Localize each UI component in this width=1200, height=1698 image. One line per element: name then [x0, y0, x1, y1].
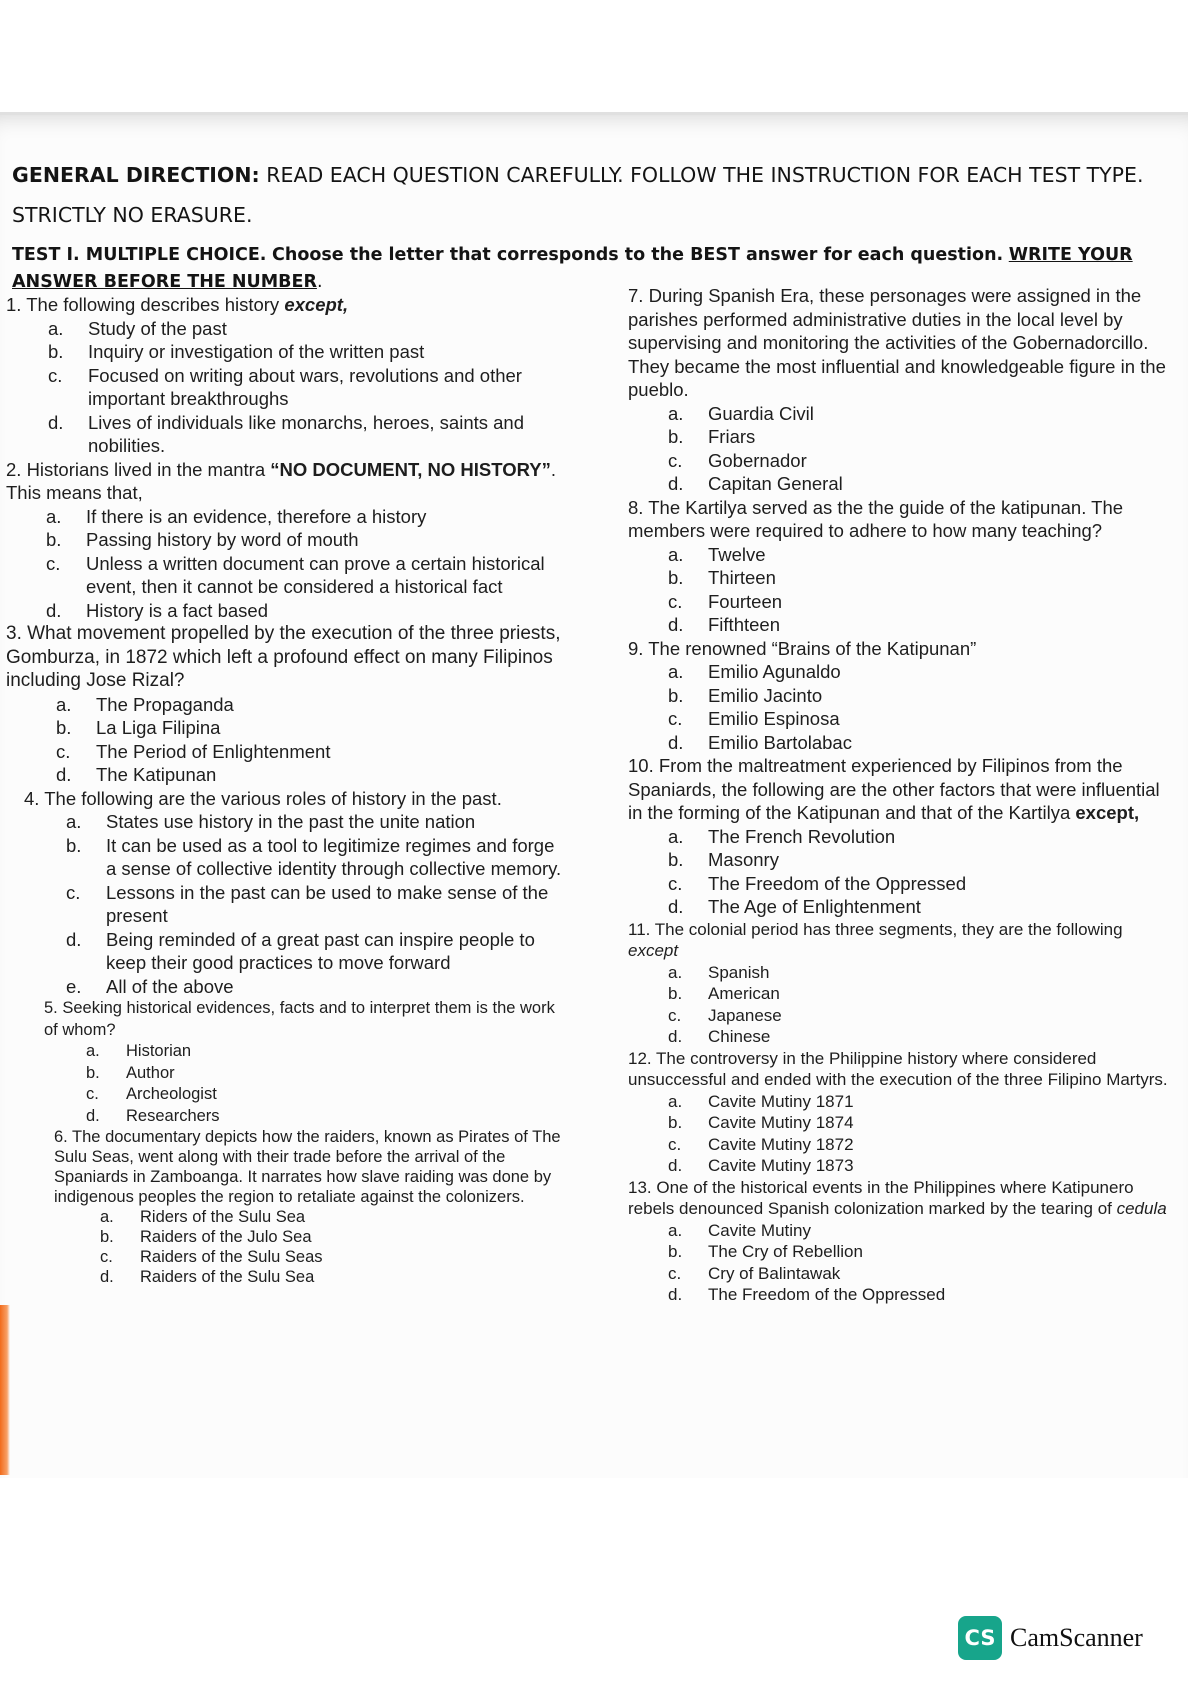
option-text: Masonry — [708, 849, 779, 870]
question-stem — [6, 458, 566, 505]
option-text: Inquiry or investigation of the written past — [88, 341, 425, 362]
option-text: The Cry of Rebellion — [708, 1242, 863, 1261]
option-a — [100, 1207, 566, 1227]
option-a — [46, 505, 566, 529]
option-letter: a. — [668, 962, 683, 982]
option-letter: b. — [66, 834, 82, 856]
option-d — [66, 928, 566, 975]
option-a — [668, 1220, 1168, 1242]
option-text: Researchers — [126, 1106, 220, 1125]
option-letter: a. — [668, 661, 684, 682]
question-2 — [6, 458, 566, 623]
option-list — [24, 810, 566, 998]
question-stem: 8. The Kartilya served as the the guide of the katipunan. The members were required to adhere to how many teaching? — [628, 496, 1124, 541]
page-edge-shadow — [0, 1305, 10, 1475]
option-letter: c. — [668, 1263, 682, 1283]
option-letter: d. — [668, 1027, 683, 1046]
option-letter: c. — [56, 740, 71, 762]
option-list — [54, 1207, 566, 1287]
option-a — [66, 810, 566, 834]
option-letter: e. — [66, 975, 82, 997]
option-text: The Age of Enlightenment — [708, 896, 921, 917]
question-10 — [628, 754, 1168, 919]
question-stem — [628, 754, 1168, 825]
option-letter: d. — [668, 896, 684, 917]
option-letter: d. — [668, 1285, 683, 1304]
option-text: Lessons in the past can be used to make sense of the present — [106, 881, 549, 926]
question-stem: 7. During Spanish Era, these personages were assigned in the parishes performed administrative duties in the local level by supervising and monitoring the activities of the Gobernadorcillo. They became the most influential and knowledgeable figure in the pueblo. — [628, 285, 1166, 400]
option-a — [668, 660, 1168, 684]
option-text: The Freedom of the Oppressed — [708, 872, 967, 894]
option-d — [668, 895, 1168, 919]
option-b — [668, 1112, 1168, 1134]
option-letter: b. — [668, 849, 684, 870]
camscanner-logo-icon: CS — [958, 1616, 1002, 1660]
option-list — [628, 1091, 1168, 1177]
option-letter: d. — [668, 1156, 683, 1175]
option-text: Friars — [708, 426, 756, 447]
test-period: . — [316, 272, 323, 292]
option-d — [48, 411, 566, 458]
option-letter: a. — [86, 1042, 100, 1060]
option-b — [56, 716, 566, 740]
option-letter: a. — [668, 825, 684, 847]
option-text: Passing history by word of mouth — [86, 529, 359, 550]
option-d — [668, 1155, 1168, 1177]
option-letter: b. — [668, 1242, 683, 1261]
option-letter: d. — [66, 928, 82, 950]
option-text: Being reminded of a great past can inspire people to keep their good practices to move forward — [106, 928, 535, 973]
option-a — [86, 1041, 566, 1063]
option-text: Gobernador — [708, 449, 807, 471]
option-d — [46, 599, 566, 623]
option-c — [668, 1134, 1168, 1156]
option-letter: a. — [56, 693, 72, 715]
option-letter: c. — [668, 590, 683, 612]
option-a — [668, 825, 1168, 849]
right-column — [628, 284, 1168, 1306]
option-c — [668, 707, 1168, 731]
option-a — [668, 402, 1168, 426]
option-b — [48, 340, 566, 364]
option-text: All of the above — [106, 975, 234, 997]
option-text: Fifthteen — [708, 614, 780, 635]
question-stem: 5. Seeking historical evidences, facts and to interpret them is the work of whom? — [44, 999, 555, 1039]
option-d — [668, 472, 1168, 496]
question-stem — [628, 1177, 1168, 1220]
option-letter: a. — [668, 543, 684, 565]
option-text: Japanese — [708, 1005, 782, 1025]
option-letter: d. — [668, 614, 684, 635]
option-letter: b. — [48, 341, 64, 362]
option-d — [56, 763, 566, 787]
option-b — [46, 528, 566, 552]
option-a — [56, 693, 566, 717]
option-c — [668, 1005, 1168, 1027]
camscanner-brand: CamScanner — [1010, 1623, 1143, 1652]
option-list — [628, 543, 1168, 637]
question-stem — [628, 919, 1168, 962]
option-text: Archeologist — [126, 1085, 217, 1103]
option-c — [668, 872, 1168, 896]
option-text: Twelve — [708, 543, 766, 565]
stem-emphasis: except, — [1075, 802, 1140, 823]
stem-emphasis: “NO DOCUMENT, NO HISTORY” — [270, 458, 551, 480]
option-text: Raiders of the Sulu Seas — [140, 1248, 323, 1266]
option-list — [6, 693, 566, 787]
option-letter: c. — [100, 1248, 113, 1266]
stem-emphasis: except, — [284, 294, 349, 315]
option-list — [628, 660, 1168, 754]
option-d — [86, 1106, 566, 1128]
option-text: Riders of the Sulu Sea — [140, 1208, 306, 1226]
option-text: Cavite Mutiny 1874 — [708, 1113, 854, 1132]
option-letter: d. — [668, 473, 684, 494]
option-letter: d. — [100, 1268, 114, 1286]
option-b — [668, 684, 1168, 708]
option-b — [668, 848, 1168, 872]
option-a — [668, 1091, 1168, 1113]
option-list — [628, 825, 1168, 919]
option-letter: c. — [668, 1134, 682, 1154]
option-text: Emilio Agunaldo — [708, 661, 841, 682]
option-text: Guardia Civil — [708, 402, 814, 424]
option-c — [668, 449, 1168, 473]
option-text: Historian — [126, 1042, 192, 1060]
question-12 — [628, 1048, 1168, 1177]
stem-text: 13. One of the historical events in the Philippines where Katipunero rebels denounced Spanish colonization marked by the tearing of — [628, 1177, 1134, 1218]
option-text: Fourteen — [708, 590, 783, 612]
option-d — [668, 1284, 1168, 1306]
option-text: It can be used as a tool to legitimize regimes and forge a sense of collective identity through collective memory. — [106, 834, 562, 879]
option-letter: a. — [66, 811, 82, 832]
option-d — [100, 1267, 566, 1287]
stem-emphasis: except — [628, 941, 679, 960]
option-letter: a. — [48, 317, 64, 339]
question-11 — [628, 919, 1168, 1048]
option-letter: a. — [668, 402, 684, 424]
option-letter: b. — [668, 984, 683, 1003]
question-stem: 6. The documentary depicts how the raiders, known as Pirates of The Sulu Seas, went along with their trade before the arrival of the Spaniards in Zamboanga. It narrates how slave raiding was done by indigenous peoples the region to retaliate against the colonizers. — [54, 1128, 561, 1206]
option-list — [6, 505, 566, 623]
option-text: States use history in the past the unite nation — [106, 811, 476, 832]
option-letter: a. — [100, 1208, 114, 1226]
option-b — [668, 425, 1168, 449]
test-instruction: Choose the letter that corresponds to the BEST answer for each question. — [272, 245, 1004, 265]
option-letter: b. — [668, 426, 684, 447]
option-b — [100, 1227, 566, 1247]
question-stem: 9. The renowned “Brains of the Katipunan” — [628, 637, 977, 659]
option-letter: c. — [48, 364, 63, 386]
option-text: Raiders of the Sulu Sea — [140, 1268, 315, 1286]
question-1 — [6, 293, 566, 458]
option-letter: c. — [668, 708, 683, 729]
option-c — [46, 552, 566, 599]
option-text: Spanish — [708, 962, 770, 982]
option-a — [668, 962, 1168, 984]
option-text: Focused on writing about wars, revolutions and other important breakthroughs — [88, 364, 522, 409]
option-text: Chinese — [708, 1027, 771, 1046]
option-text: Cavite Mutiny 1873 — [708, 1156, 854, 1175]
option-letter: a. — [668, 1220, 683, 1240]
question-stem: 3. What movement propelled by the execution of the three priests, Gomburza, in 1872 which left a profound effect on many Filipinos including Jose Rizal? — [6, 623, 561, 691]
option-text: The Propaganda — [96, 693, 234, 715]
option-list — [6, 317, 566, 458]
stem-text: 11. The colonial period has three segments, they are the following — [628, 919, 1123, 939]
option-text: The Period of Enlightenment — [96, 740, 331, 762]
option-c — [100, 1247, 566, 1267]
option-text: Unless a written document can prove a certain historical event, then it cannot be considered a historical fact — [86, 552, 545, 597]
option-letter: d. — [56, 764, 72, 785]
question-stem — [6, 293, 566, 317]
option-c — [668, 1263, 1168, 1285]
general-direction — [12, 155, 1182, 235]
option-list — [628, 402, 1168, 496]
question-4 — [6, 787, 566, 999]
option-letter: d. — [86, 1106, 100, 1125]
stem-text: 10. From the maltreatment experienced by Filipinos from the Spaniards, the following are the other factors that were influential in the forming of the Katipunan and that of the Kartilya — [628, 755, 1160, 823]
option-text: Cavite Mutiny 1872 — [708, 1134, 854, 1154]
test-title: TEST I. MULTIPLE CHOICE. — [12, 245, 267, 265]
option-b — [86, 1063, 566, 1085]
camscanner-watermark — [958, 1616, 1143, 1660]
question-5 — [6, 998, 566, 1127]
option-b — [668, 983, 1168, 1005]
option-text: The Katipunan — [96, 764, 217, 785]
test-answer-note: WRITE YOUR ANSWER BEFORE THE NUMBER — [12, 245, 1133, 292]
option-letter: d. — [48, 411, 64, 433]
option-text: Cavite Mutiny 1871 — [708, 1091, 854, 1111]
option-text: American — [708, 984, 780, 1003]
question-stem: 12. The controversy in the Philippine history where considered unsuccessful and ended with the execution of the three Filipino Martyrs. — [628, 1048, 1168, 1089]
option-c — [86, 1084, 566, 1106]
option-d — [668, 613, 1168, 637]
option-letter: b. — [100, 1228, 114, 1246]
option-list — [628, 962, 1168, 1048]
question-8 — [628, 496, 1168, 637]
option-a — [668, 543, 1168, 567]
question-3 — [6, 622, 566, 787]
option-text: The French Revolution — [708, 825, 896, 847]
option-list — [44, 1041, 566, 1127]
option-text: Emilio Jacinto — [708, 684, 823, 706]
option-d — [668, 1026, 1168, 1048]
option-text: If there is an evidence, therefore a history — [86, 505, 427, 527]
option-c — [56, 740, 566, 764]
option-text: Emilio Bartolabac — [708, 731, 852, 753]
general-direction-label: GENERAL DIRECTION: — [12, 163, 260, 187]
option-text: Emilio Espinosa — [708, 708, 840, 729]
option-text: Author — [126, 1063, 175, 1082]
option-text: Cry of Balintawak — [708, 1263, 841, 1283]
option-b — [66, 834, 566, 881]
option-text: Capitan General — [708, 473, 843, 494]
general-direction-text: READ EACH QUESTION CAREFULLY. FOLLOW THE INSTRUCTION FOR EACH TEST TYPE. STRICTLY NO ERASURE. — [12, 163, 1144, 227]
option-c — [668, 590, 1168, 614]
option-letter: d. — [46, 599, 62, 621]
left-column — [6, 293, 566, 1287]
option-letter: c. — [66, 881, 81, 903]
option-letter: a. — [46, 505, 62, 527]
option-c — [48, 364, 566, 411]
option-letter: c. — [46, 552, 61, 574]
option-letter: b. — [668, 567, 684, 588]
option-letter: a. — [668, 1091, 683, 1111]
option-text: La Liga Filipina — [96, 717, 221, 738]
option-text: Lives of individuals like monarchs, heroes, saints and nobilities. — [88, 411, 525, 456]
question-13 — [628, 1177, 1168, 1306]
option-letter: b. — [56, 717, 72, 738]
option-letter: c. — [668, 1005, 682, 1025]
stem-emphasis: cedula — [1116, 1199, 1167, 1218]
option-letter: b. — [86, 1063, 100, 1082]
option-text: Thirteen — [708, 567, 776, 588]
option-c — [66, 881, 566, 928]
option-letter: c. — [86, 1085, 99, 1103]
option-list — [628, 1220, 1168, 1306]
option-text: Study of the past — [88, 317, 227, 339]
question-6 — [6, 1127, 566, 1287]
question-stem: 4. The following are the various roles of history in the past. — [24, 787, 502, 809]
option-b — [668, 1241, 1168, 1263]
option-letter: b. — [46, 529, 62, 550]
question-7 — [628, 284, 1168, 496]
option-b — [668, 566, 1168, 590]
option-d — [668, 731, 1168, 755]
stem-text-after: . This means that, — [6, 458, 557, 503]
option-text: History is a fact based — [86, 599, 268, 621]
stem-text: 1. The following describes history — [6, 294, 285, 315]
option-letter: b. — [668, 684, 684, 706]
stem-text: 2. Historians lived in the mantra — [6, 458, 271, 480]
option-a — [48, 317, 566, 341]
option-text: Cavite Mutiny — [708, 1220, 811, 1240]
option-text: The Freedom of the Oppressed — [708, 1285, 946, 1304]
option-letter: c. — [668, 449, 683, 471]
question-9 — [628, 637, 1168, 755]
option-letter: d. — [668, 731, 684, 753]
option-text: Raiders of the Julo Sea — [140, 1228, 312, 1246]
option-letter: b. — [668, 1113, 683, 1132]
option-letter: c. — [668, 872, 683, 894]
option-e — [66, 975, 566, 999]
